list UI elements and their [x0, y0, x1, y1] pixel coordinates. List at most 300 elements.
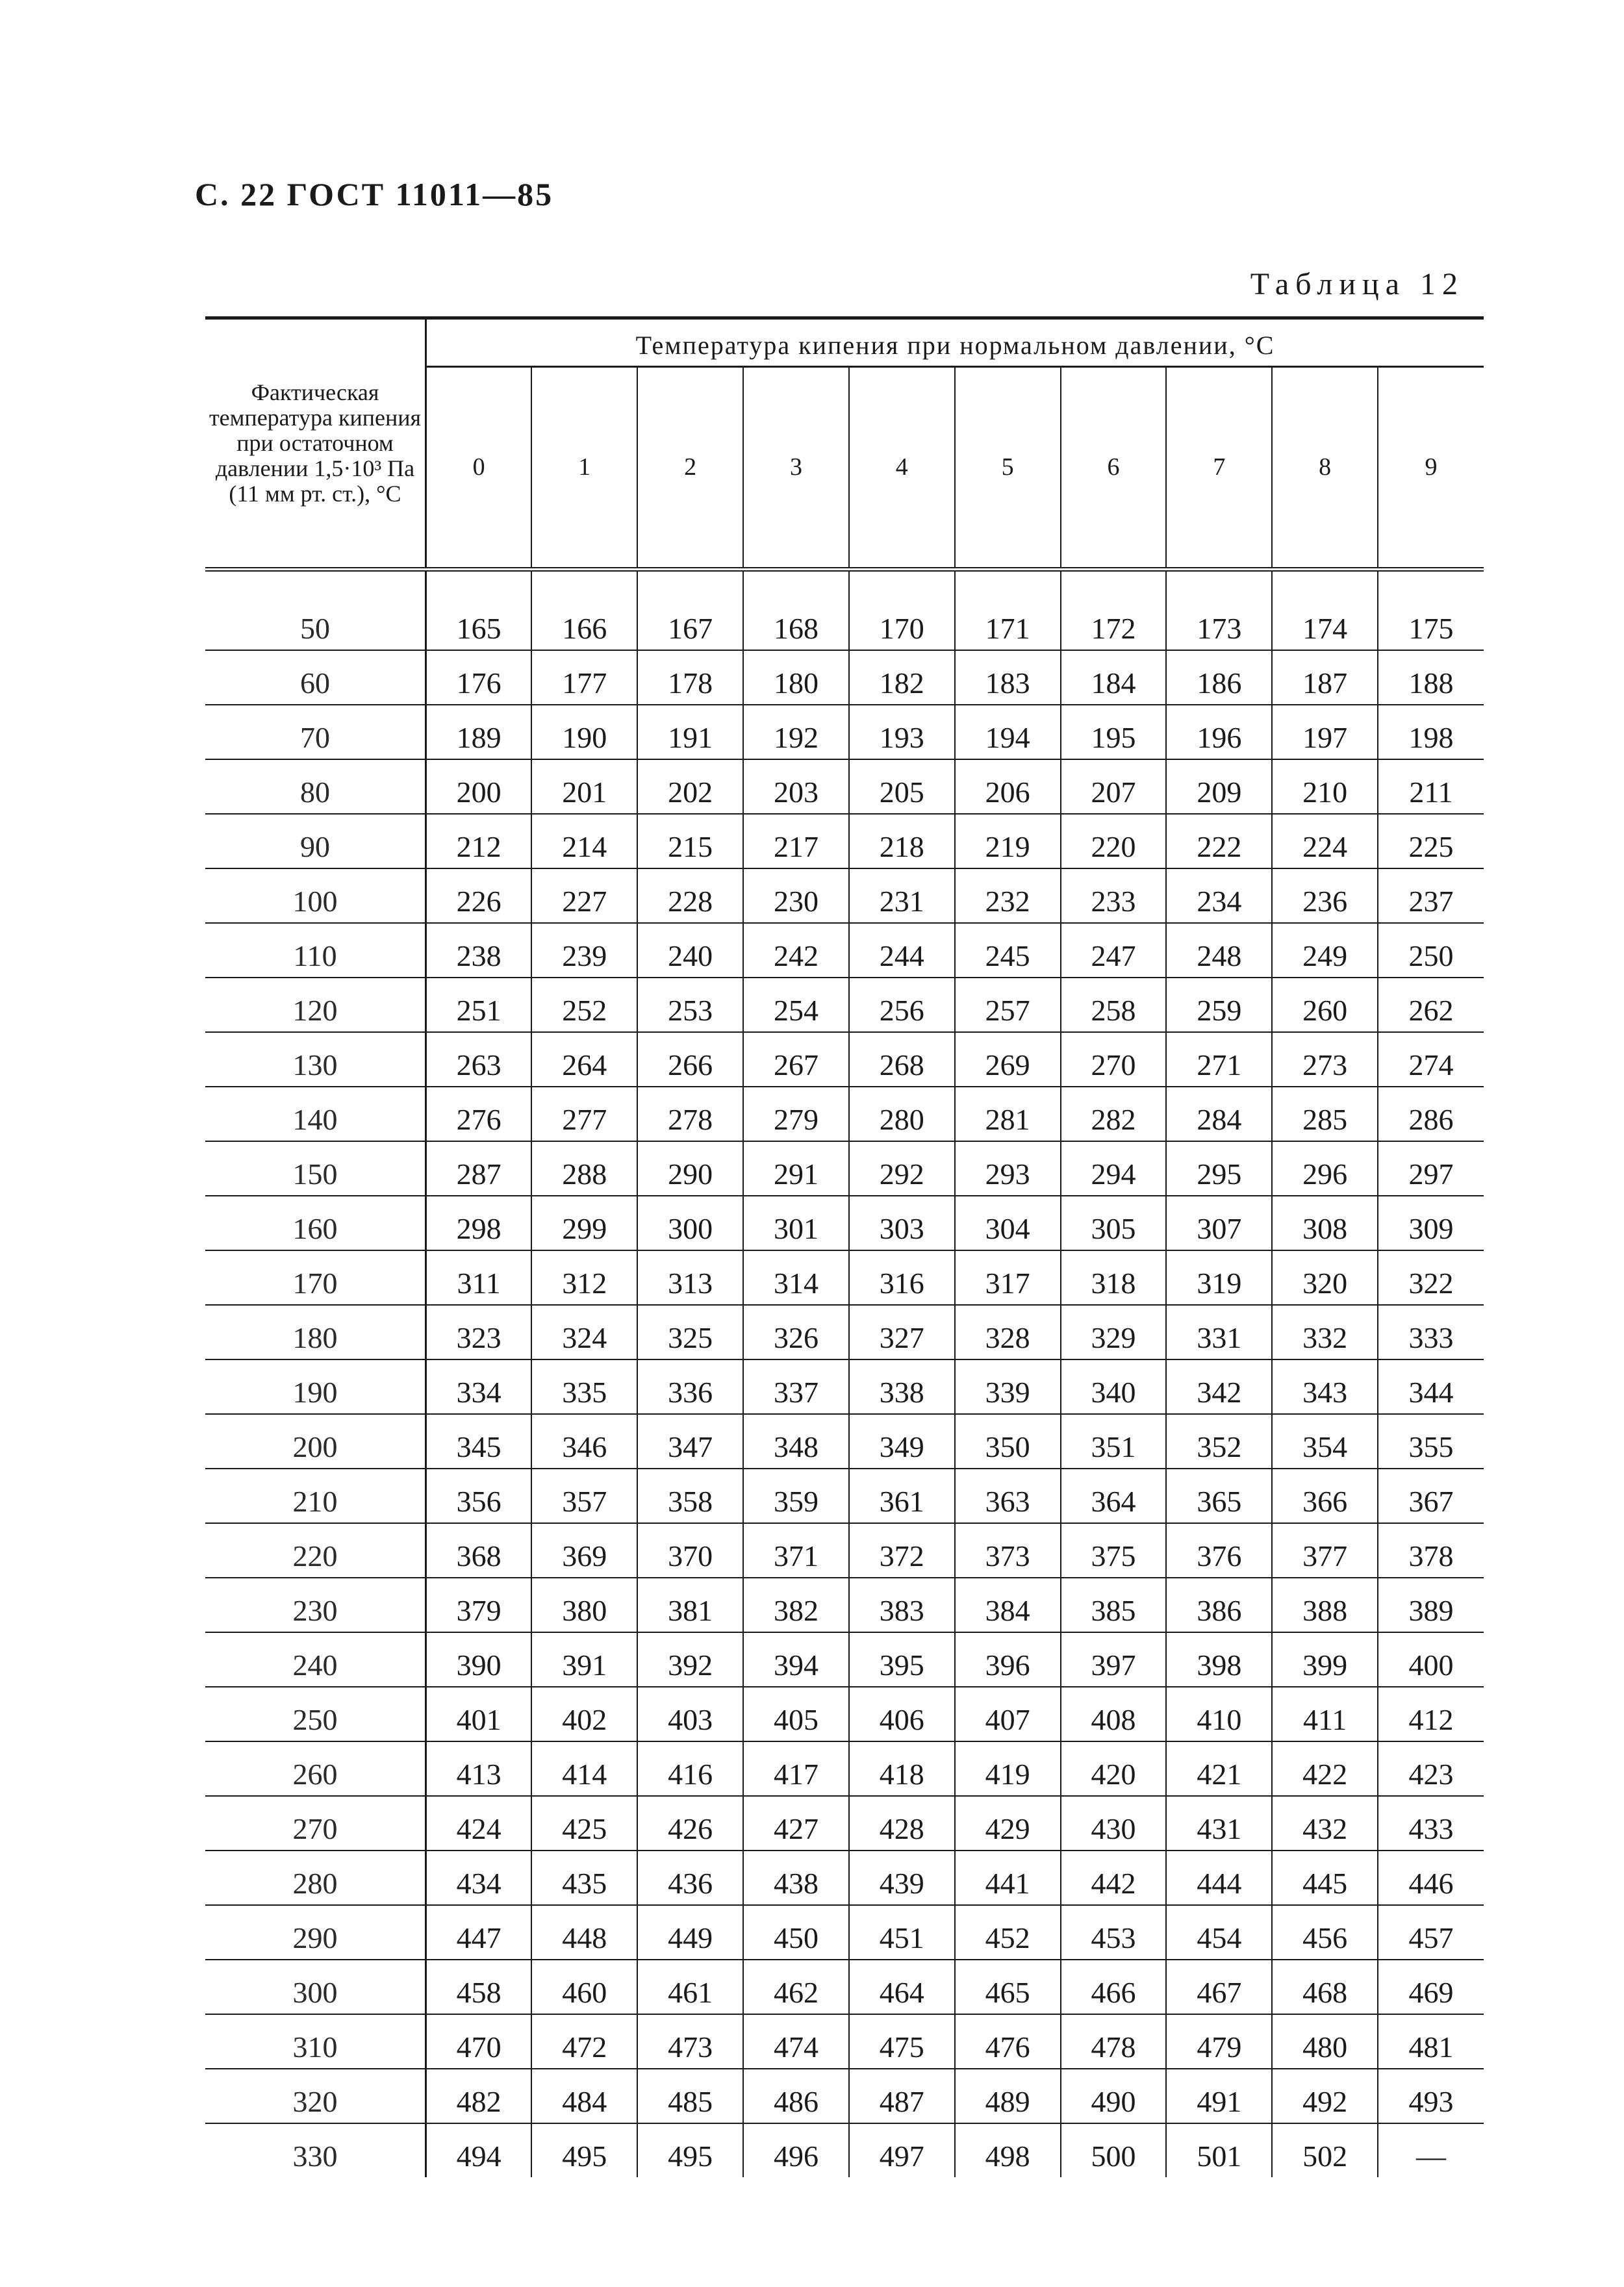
table-cell: 284 — [1166, 1087, 1272, 1141]
row-label: 300 — [205, 1960, 426, 2014]
table-cell: 347 — [637, 1414, 743, 1469]
table-cell: 363 — [955, 1469, 1061, 1523]
table-cell: 256 — [849, 978, 955, 1032]
table-cell: 407 — [955, 1687, 1061, 1741]
table-cell: 408 — [1061, 1687, 1167, 1741]
table-cell: 441 — [955, 1851, 1061, 1905]
row-label: 100 — [205, 868, 426, 923]
column-header: 7 — [1166, 367, 1272, 570]
table-cell: 486 — [743, 2069, 849, 2123]
table-row — [205, 759, 1484, 814]
table-cell: 472 — [531, 2014, 637, 2069]
table-cell: 266 — [637, 1032, 743, 1087]
row-label: 230 — [205, 1578, 426, 1632]
table-cell: 367 — [1378, 1469, 1484, 1523]
table-row — [205, 650, 1484, 705]
table-cell: 398 — [1166, 1632, 1272, 1687]
table-cell: 299 — [531, 1196, 637, 1250]
table-cell: 313 — [637, 1250, 743, 1305]
table-cell: 198 — [1378, 705, 1484, 759]
table-cell: 278 — [637, 1087, 743, 1141]
table-cell: 419 — [955, 1741, 1061, 1796]
table-cell: 445 — [1272, 1851, 1378, 1905]
table-cell: 183 — [955, 650, 1061, 705]
table-cell: 307 — [1166, 1196, 1272, 1250]
table-cell: 344 — [1378, 1359, 1484, 1414]
table-cell: 484 — [531, 2069, 637, 2123]
table-cell: 397 — [1061, 1632, 1167, 1687]
table-cell: 462 — [743, 1960, 849, 2014]
table-cell: 245 — [955, 923, 1061, 978]
table-cell: 501 — [1166, 2123, 1272, 2177]
table-cell: 292 — [849, 1141, 955, 1196]
table-cell: 311 — [426, 1250, 532, 1305]
table-cell: 250 — [1378, 923, 1484, 978]
column-header: 0 — [426, 367, 532, 570]
table-cell: 434 — [426, 1851, 532, 1905]
table-cell: 391 — [531, 1632, 637, 1687]
table-cell: 493 — [1378, 2069, 1484, 2123]
table-cell: 294 — [1061, 1141, 1167, 1196]
table-cell: 402 — [531, 1687, 637, 1741]
table-cell: 370 — [637, 1523, 743, 1578]
table-cell: 211 — [1378, 759, 1484, 814]
table-cell: 458 — [426, 1960, 532, 2014]
table-cell: 197 — [1272, 705, 1378, 759]
table-cell: 322 — [1378, 1250, 1484, 1305]
table-cell: 422 — [1272, 1741, 1378, 1796]
table-cell: 392 — [637, 1632, 743, 1687]
table-cell: 337 — [743, 1359, 849, 1414]
row-label: 170 — [205, 1250, 426, 1305]
table-row — [205, 1305, 1484, 1359]
table-body — [205, 570, 1484, 2178]
row-label: 210 — [205, 1469, 426, 1523]
table-cell: 388 — [1272, 1578, 1378, 1632]
row-label: 280 — [205, 1851, 426, 1905]
table-cell: 373 — [955, 1523, 1061, 1578]
table-cell: 420 — [1061, 1741, 1167, 1796]
table-cell: 418 — [849, 1741, 955, 1796]
table-cell: 431 — [1166, 1796, 1272, 1851]
table-cell: 328 — [955, 1305, 1061, 1359]
column-header: 6 — [1061, 367, 1167, 570]
table-cell: 364 — [1061, 1469, 1167, 1523]
table-cell: 324 — [531, 1305, 637, 1359]
table-cell: 207 — [1061, 759, 1167, 814]
table-cell: 218 — [849, 814, 955, 868]
table-cell: 293 — [955, 1141, 1061, 1196]
table-cell: 383 — [849, 1578, 955, 1632]
table-row — [205, 1741, 1484, 1796]
table-row — [205, 1141, 1484, 1196]
table-row — [205, 2069, 1484, 2123]
row-label: 160 — [205, 1196, 426, 1250]
table-cell: 386 — [1166, 1578, 1272, 1632]
table-cell: 438 — [743, 1851, 849, 1905]
column-header: 3 — [743, 367, 849, 570]
table-cell: 280 — [849, 1087, 955, 1141]
table-cell: 413 — [426, 1741, 532, 1796]
table-cell: 449 — [637, 1905, 743, 1960]
table-cell: 444 — [1166, 1851, 1272, 1905]
table-cell: 396 — [955, 1632, 1061, 1687]
table-row — [205, 1523, 1484, 1578]
table-cell: 343 — [1272, 1359, 1378, 1414]
row-label: 120 — [205, 978, 426, 1032]
table-cell: 298 — [426, 1196, 532, 1250]
table-row — [205, 1632, 1484, 1687]
table-cell: 170 — [849, 570, 955, 651]
table-cell: 339 — [955, 1359, 1061, 1414]
table-cell: 426 — [637, 1796, 743, 1851]
table-head — [205, 318, 1484, 570]
table-cell: 230 — [743, 868, 849, 923]
table-cell: 219 — [955, 814, 1061, 868]
table-row — [205, 923, 1484, 978]
table-cell: 380 — [531, 1578, 637, 1632]
table-cell: 237 — [1378, 868, 1484, 923]
table-cell: 357 — [531, 1469, 637, 1523]
table-cell: 312 — [531, 1250, 637, 1305]
table-cell: 287 — [426, 1141, 532, 1196]
table-cell: 175 — [1378, 570, 1484, 651]
table-cell: 482 — [426, 2069, 532, 2123]
table-cell: 201 — [531, 759, 637, 814]
table-cell: 325 — [637, 1305, 743, 1359]
table-cell: 412 — [1378, 1687, 1484, 1741]
table-cell: 384 — [955, 1578, 1061, 1632]
table-cell: 345 — [426, 1414, 532, 1469]
table-cell: 331 — [1166, 1305, 1272, 1359]
table-cell: 228 — [637, 868, 743, 923]
table-cell: 268 — [849, 1032, 955, 1087]
table-cell: — — [1378, 2123, 1484, 2177]
table-row — [205, 1196, 1484, 1250]
table-cell: 430 — [1061, 1796, 1167, 1851]
table-cell: 467 — [1166, 1960, 1272, 2014]
row-label: 310 — [205, 2014, 426, 2069]
table-cell: 405 — [743, 1687, 849, 1741]
table-cell: 232 — [955, 868, 1061, 923]
row-label: 110 — [205, 923, 426, 978]
row-label: 80 — [205, 759, 426, 814]
table-cell: 333 — [1378, 1305, 1484, 1359]
table-cell: 327 — [849, 1305, 955, 1359]
table-cell: 190 — [531, 705, 637, 759]
table-head-row-top — [205, 318, 1484, 367]
table-cell: 172 — [1061, 570, 1167, 651]
table-cell: 171 — [955, 570, 1061, 651]
row-label: 200 — [205, 1414, 426, 1469]
table-cell: 446 — [1378, 1851, 1484, 1905]
table-cell: 206 — [955, 759, 1061, 814]
table-cell: 301 — [743, 1196, 849, 1250]
table-row — [205, 1087, 1484, 1141]
table-cell: 214 — [531, 814, 637, 868]
table-cell: 410 — [1166, 1687, 1272, 1741]
table-cell: 354 — [1272, 1414, 1378, 1469]
table-cell: 495 — [531, 2123, 637, 2177]
table-cell: 288 — [531, 1141, 637, 1196]
table-cell: 491 — [1166, 2069, 1272, 2123]
table-cell: 215 — [637, 814, 743, 868]
table-cell: 178 — [637, 650, 743, 705]
table-cell: 351 — [1061, 1414, 1167, 1469]
table-cell: 217 — [743, 814, 849, 868]
table-cell: 481 — [1378, 2014, 1484, 2069]
row-label: 140 — [205, 1087, 426, 1141]
table-cell: 295 — [1166, 1141, 1272, 1196]
column-header: 4 — [849, 367, 955, 570]
table-cell: 258 — [1061, 978, 1167, 1032]
table-cell: 342 — [1166, 1359, 1272, 1414]
table-cell: 468 — [1272, 1960, 1378, 2014]
table-cell: 239 — [531, 923, 637, 978]
table-cell: 452 — [955, 1905, 1061, 1960]
table-cell: 340 — [1061, 1359, 1167, 1414]
table-row — [205, 1687, 1484, 1741]
column-header: 9 — [1378, 367, 1484, 570]
table-cell: 173 — [1166, 570, 1272, 651]
table-cell: 304 — [955, 1196, 1061, 1250]
boiling-point-table-container — [205, 316, 1484, 2177]
table-cell: 274 — [1378, 1032, 1484, 1087]
table-cell: 346 — [531, 1414, 637, 1469]
table-cell: 442 — [1061, 1851, 1167, 1905]
table-cell: 203 — [743, 759, 849, 814]
table-cell: 189 — [426, 705, 532, 759]
table-cell: 308 — [1272, 1196, 1378, 1250]
table-cell: 279 — [743, 1087, 849, 1141]
table-cell: 372 — [849, 1523, 955, 1578]
table-cell: 314 — [743, 1250, 849, 1305]
table-row — [205, 1359, 1484, 1414]
table-cell: 257 — [955, 978, 1061, 1032]
table-cell: 249 — [1272, 923, 1378, 978]
table-cell: 273 — [1272, 1032, 1378, 1087]
row-label: 90 — [205, 814, 426, 868]
table-cell: 492 — [1272, 2069, 1378, 2123]
table-cell: 502 — [1272, 2123, 1378, 2177]
table-cell: 435 — [531, 1851, 637, 1905]
table-cell: 466 — [1061, 1960, 1167, 2014]
table-cell: 365 — [1166, 1469, 1272, 1523]
table-cell: 168 — [743, 570, 849, 651]
table-cell: 332 — [1272, 1305, 1378, 1359]
table-cell: 414 — [531, 1741, 637, 1796]
table-cell: 297 — [1378, 1141, 1484, 1196]
row-label: 50 — [205, 570, 426, 651]
table-cell: 260 — [1272, 978, 1378, 1032]
table-cell: 254 — [743, 978, 849, 1032]
table-cell: 191 — [637, 705, 743, 759]
table-cell: 478 — [1061, 2014, 1167, 2069]
table-cell: 350 — [955, 1414, 1061, 1469]
table-cell: 348 — [743, 1414, 849, 1469]
table-cell: 296 — [1272, 1141, 1378, 1196]
table-cell: 264 — [531, 1032, 637, 1087]
table-cell: 423 — [1378, 1741, 1484, 1796]
row-label: 270 — [205, 1796, 426, 1851]
table-cell: 165 — [426, 570, 532, 651]
table-row — [205, 868, 1484, 923]
table-cell: 224 — [1272, 814, 1378, 868]
boiling-point-table — [205, 316, 1484, 2177]
table-cell: 451 — [849, 1905, 955, 1960]
table-row — [205, 1796, 1484, 1851]
table-cell: 389 — [1378, 1578, 1484, 1632]
table-cell: 427 — [743, 1796, 849, 1851]
table-cell: 454 — [1166, 1905, 1272, 1960]
table-row — [205, 1905, 1484, 1960]
table-cell: 276 — [426, 1087, 532, 1141]
table-cell: 371 — [743, 1523, 849, 1578]
table-cell: 317 — [955, 1250, 1061, 1305]
table-cell: 326 — [743, 1305, 849, 1359]
table-cell: 476 — [955, 2014, 1061, 2069]
table-cell: 385 — [1061, 1578, 1167, 1632]
table-cell: 406 — [849, 1687, 955, 1741]
row-label: 190 — [205, 1359, 426, 1414]
table-cell: 277 — [531, 1087, 637, 1141]
table-cell: 202 — [637, 759, 743, 814]
table-cell: 196 — [1166, 705, 1272, 759]
page-header: С. 22 ГОСТ 11011—85 — [195, 176, 554, 212]
table-cell: 271 — [1166, 1032, 1272, 1087]
row-label: 220 — [205, 1523, 426, 1578]
table-cell: 227 — [531, 868, 637, 923]
table-cell: 381 — [637, 1578, 743, 1632]
table-cell: 450 — [743, 1905, 849, 1960]
table-cell: 473 — [637, 2014, 743, 2069]
table-cell: 359 — [743, 1469, 849, 1523]
table-row — [205, 1960, 1484, 2014]
table-cell: 300 — [637, 1196, 743, 1250]
table-cell: 401 — [426, 1687, 532, 1741]
table-cell: 379 — [426, 1578, 532, 1632]
table-cell: 487 — [849, 2069, 955, 2123]
table-cell: 494 — [456, 2140, 501, 2173]
table-cell: 270 — [1061, 1032, 1167, 1087]
table-cell: 447 — [426, 1905, 532, 1960]
table-cell: 319 — [1166, 1250, 1272, 1305]
row-label: 150 — [205, 1141, 426, 1196]
table-cell: 187 — [1272, 650, 1378, 705]
row-label: 240 — [205, 1632, 426, 1687]
table-cell: 464 — [849, 1960, 955, 2014]
table-cell: 303 — [849, 1196, 955, 1250]
table-cell: 262 — [1378, 978, 1484, 1032]
table-cell: 361 — [849, 1469, 955, 1523]
table-cell: 200 — [426, 759, 532, 814]
table-cell: 489 — [955, 2069, 1061, 2123]
table-cell: 453 — [1061, 1905, 1167, 1960]
table-row — [205, 1414, 1484, 1469]
table-cell: 376 — [1166, 1523, 1272, 1578]
table-cell: 399 — [1272, 1632, 1378, 1687]
table-row — [205, 814, 1484, 868]
table-cell: 263 — [426, 1032, 532, 1087]
column-header: 2 — [637, 367, 743, 570]
table-cell: 194 — [955, 705, 1061, 759]
table-row — [205, 1851, 1484, 1905]
table-cell: 240 — [637, 923, 743, 978]
table-cell: 205 — [849, 759, 955, 814]
table-cell: 378 — [1378, 1523, 1484, 1578]
table-cell: 436 — [637, 1851, 743, 1905]
table-cell: 355 — [1378, 1414, 1484, 1469]
table-row — [205, 2014, 1484, 2069]
table-cell: 281 — [955, 1087, 1061, 1141]
table-row — [205, 570, 1484, 651]
table-cell: 323 — [426, 1305, 532, 1359]
table-cell: 424 — [426, 1796, 532, 1851]
column-header: 1 — [531, 367, 637, 570]
table-cell: 416 — [637, 1741, 743, 1796]
table-cell: 244 — [849, 923, 955, 978]
table-cell: 457 — [1378, 1905, 1484, 1960]
table-cell: 411 — [1272, 1687, 1378, 1741]
table-cell: 395 — [849, 1632, 955, 1687]
table-cell: 182 — [849, 650, 955, 705]
table-cell: 425 — [531, 1796, 637, 1851]
row-label: 330 — [205, 2123, 426, 2177]
table-cell: 236 — [1272, 868, 1378, 923]
table-row — [205, 1250, 1484, 1305]
table-cell: 231 — [849, 868, 955, 923]
table-cell: 251 — [426, 978, 532, 1032]
table-cell: 358 — [637, 1469, 743, 1523]
table-cell: 177 — [531, 650, 637, 705]
table-cell: 417 — [743, 1741, 849, 1796]
table-cell: 188 — [1378, 650, 1484, 705]
row-label: 320 — [205, 2069, 426, 2123]
column-header: 8 — [1272, 367, 1378, 570]
table-cell: 421 — [1166, 1741, 1272, 1796]
table-cell: 356 — [426, 1469, 532, 1523]
table-cell: 334 — [426, 1359, 532, 1414]
table-cell: 253 — [637, 978, 743, 1032]
table-cell: 192 — [743, 705, 849, 759]
table-cell: 210 — [1272, 759, 1378, 814]
table-cell: 166 — [531, 570, 637, 651]
table-cell: 305 — [1061, 1196, 1167, 1250]
table-cell: 186 — [1166, 650, 1272, 705]
row-label: 290 — [205, 1905, 426, 1960]
table-cell: 290 — [637, 1141, 743, 1196]
table-cell: 329 — [1061, 1305, 1167, 1359]
table-cell: 336 — [637, 1359, 743, 1414]
table-cell: 335 — [531, 1359, 637, 1414]
table-cell: 369 — [531, 1523, 637, 1578]
table-cell: 485 — [637, 2069, 743, 2123]
table-cell: 247 — [1061, 923, 1167, 978]
table-cell: 269 — [955, 1032, 1061, 1087]
table-cell: 439 — [849, 1851, 955, 1905]
row-label: 130 — [205, 1032, 426, 1087]
table-cell: 291 — [743, 1141, 849, 1196]
table-cell: 469 — [1378, 1960, 1484, 2014]
table-cell: 433 — [1378, 1796, 1484, 1851]
table-cell: 248 — [1166, 923, 1272, 978]
table-cell: 461 — [637, 1960, 743, 2014]
table-row — [205, 1578, 1484, 1632]
table-cell: 432 — [1272, 1796, 1378, 1851]
table-cell: 368 — [426, 1523, 532, 1578]
table-cell: 318 — [1061, 1250, 1167, 1305]
table-cell: 429 — [955, 1796, 1061, 1851]
